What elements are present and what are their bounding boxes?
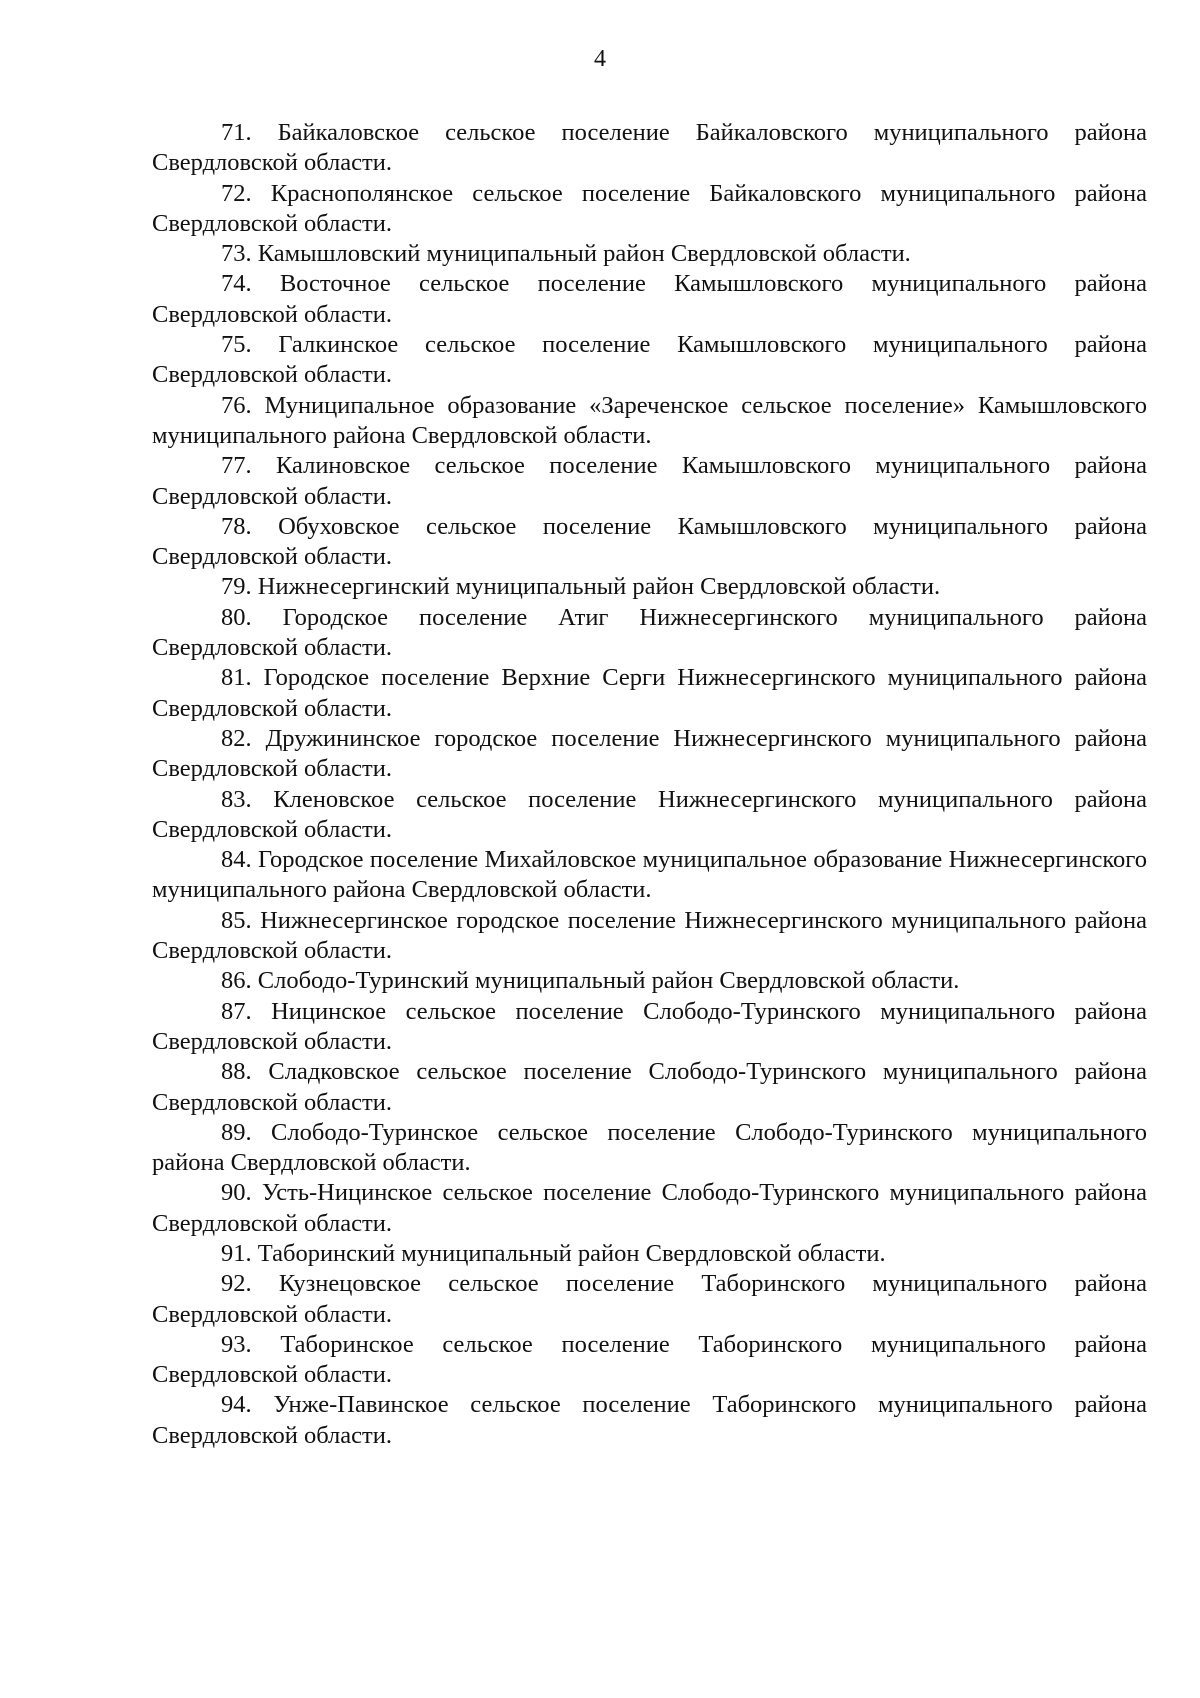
list-item: 72. Краснополянское сельское поселение Байкаловского муниципального района Свердловской области. [152,179,1147,237]
list-item: 76. Муниципальное образование «Зареченское сельское поселение» Камышловского муниципального района Свердловской области. [152,391,1147,449]
list-item: 73. Камышловский муниципальный район Свердловской области. [221,240,911,268]
list-item: 87. Ницинское сельское поселение Слободо-Туринского муниципального района Свердловской области. [152,997,1147,1055]
list-item: 77. Калиновское сельское поселение Камышловского муниципального района Свердловской области. [152,452,1147,510]
list-item: 84. Городское поселение Михайловское муниципальное образование Нижнесергинского муниципального района Свердловской области. [152,846,1147,904]
list-item: 80. Городское поселение Атиг Нижнесергинского муниципального района Свердловской области. [152,603,1147,662]
list-item: 93. Таборинское сельское поселение Таборинского муниципального района Свердловской области. [152,1330,1147,1389]
list-item: 83. Кленовское сельское поселение Нижнесергинского муниципального района Свердловской области. [152,785,1147,843]
list-item: 94. Унже-Павинское сельское поселение Таборинского муниципального района Свердловской области. [152,1391,1147,1449]
list-item: 81. Городское поселение Верхние Серги Нижнесергинского муниципального района Свердловской области. [152,664,1147,722]
page-number: 4 [594,46,606,72]
list-item: 71. Байкаловское сельское поселение Байкаловского муниципального района Свердловской области. [152,119,1147,177]
list-item: 82. Дружининское городское поселение Нижнесергинского муниципального района Свердловской области. [152,724,1147,783]
list-item: 86. Слободо-Туринский муниципальный район Свердловской области. [221,967,960,995]
settlement-list [152,118,1147,1451]
list-item: 91. Таборинский муниципальный район Свердловской области. [221,1239,886,1267]
list-item: 89. Слободо-Туринское сельское поселение Слободо-Туринского муниципального района Свердловской области. [152,1118,1147,1177]
list-item: 92. Кузнецовское сельское поселение Таборинского муниципального района Свердловской области. [152,1270,1147,1328]
list-item: 75. Галкинское сельское поселение Камышловского муниципального района Свердловской области. [152,331,1147,389]
list-item: 79. Нижнесергинский муниципальный район Свердловской области. [221,573,941,601]
list-item: 85. Нижнесергинское городское поселение Нижнесергинского муниципального района Свердловской области. [152,906,1147,965]
list-item: 88. Сладковское сельское поселение Слободо-Туринского муниципального района Свердловской области. [152,1058,1147,1116]
list-item: 90. Усть-Ницинское сельское поселение Слободо-Туринского муниципального района Свердловской области. [152,1179,1147,1237]
list-item: 78. Обуховское сельское поселение Камышловского муниципального района Свердловской области. [152,512,1147,571]
list-item: 74. Восточное сельское поселение Камышловского муниципального района Свердловской области. [152,270,1147,328]
